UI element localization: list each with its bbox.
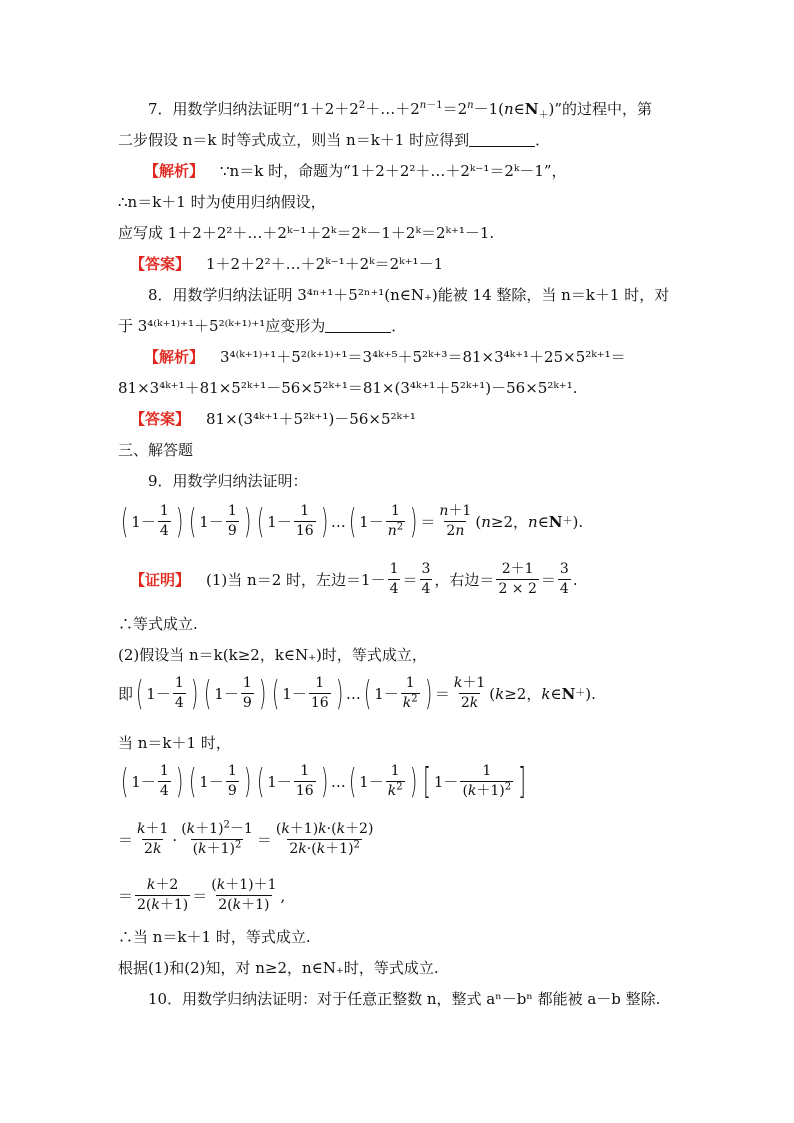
q8-analysis-line1: 【解析】 3⁴⁽ᵏ⁺¹⁾⁺¹＋5²⁽ᵏ⁺¹⁾⁺¹＝3⁴ᵏ⁺⁵＋5²ᵏ⁺³＝81×3⁴ᵏ⁺¹＋25×5²ᵏ⁺¹＝ [144,348,626,366]
q7-stem-line2: 二步假设 n＝k 时等式成立，则当 n＝k＋1 时应得到 ． [118,131,551,149]
answer-label: 【答案】 [130,410,191,428]
q7-stem-text: 二步假设 n＝k 时等式成立，则当 n＝k＋1 时应得到 [118,131,470,149]
answer-label: 【答案】 [130,255,191,273]
analysis-label: 【解析】 [144,348,205,366]
q7-analysis-line3: 应写成 1＋2＋2²＋…＋2ᵏ⁻¹＋2ᵏ＝2ᵏ－1＋2ᵏ＝2ᵏ⁺¹－1. [118,224,495,242]
q9-stem: 9．用数学归纳法证明： [148,472,308,490]
q7-analysis-line2: ∴n＝k＋1 时为使用归纳假设， [118,193,326,211]
q9-proof-step1: 【证明】 (1)当 n＝2 时，左边＝1－ $\frac{1}{4}$ ＝ $\frac{3}{4}$ ，右边＝ $\frac{2+1}{2 \times 2}$ ＝ $\frac{3}{4}$ . [130,561,578,597]
q9-product-line: ( 1－ $\frac{1}{4}$ ) ( 1－ $\frac{1}{9}$ ) ( 1－ $\frac{1}{16}$ ) … ( 1－ $\frac{1}{k^2}$ ) [ 1－ $\frac{1}{(k+1)^2}$ ] [120,760,527,802]
q9-simplify2: ＝ $\frac{k+2}{2(k+1)}$ ＝ $\frac{(k+1)+1}{2(k+1)}$ , [118,877,286,913]
q9-equation: ( 1－ $\frac{1}{4}$ ) ( 1－ $\frac{1}{9}$ ) ( 1－ $\frac{1}{16}$ ) … ( 1－ $\frac{1}{n^2}$ ) ＝ $\frac{n+1}{2n}$ ( n ≥2， n ∈ N ＋ ). [120,501,584,542]
q10-stem: 10．用数学归纳法证明：对于任意正整数 n，整式 aⁿ－bⁿ 都能被 a－b 整除. [148,990,661,1008]
q9-final: 根据(1)和(2)知，对 n≥2，n∈N₊时，等式成立. [118,959,439,977]
q7-answer-line: 【答案】 1＋2＋2²＋…＋2ᵏ⁻¹＋2ᵏ＝2ᵏ⁺¹－1 [130,255,444,273]
q9-conclude2: ∴当 n＝k＋1 时，等式成立. [118,928,311,946]
analysis-label: 【解析】 [144,162,205,180]
q9-simplify1: ＝ $\frac{k+1}{2k}$ · $\frac{(k+1)^2-1}{(k+1)^2}$ ＝ $\frac{(k+1)k\cdot(k+2)}{2k\cdot(k+1)^2}$ [118,819,374,857]
q7-analysis-line1: 【解析】 ∵n＝k 时，命题为“1＋2＋2²＋…＋2ᵏ⁻¹＝2ᵏ－1”， [144,162,567,180]
answer-blank [469,132,535,147]
q9-when: 当 n＝k＋1 时， [118,734,231,752]
q8-answer-line: 【答案】 81×(3⁴ᵏ⁺¹＋5²ᵏ⁺¹)－56×5²ᵏ⁺¹ [130,410,416,428]
section-heading: 三、解答题 [118,441,194,459]
q8-analysis-line2: 81×3⁴ᵏ⁺¹＋81×5²ᵏ⁺¹－56×5²ᵏ⁺¹＝81×(3⁴ᵏ⁺¹＋5²ᵏ⁺¹)－56×5²ᵏ⁺¹. [118,379,578,397]
proof-label: 【证明】 [130,571,191,589]
q9-step2: (2)假设当 n＝k(k≥2，k∈N₊)时，等式成立， [118,646,427,664]
q8-stem-line2: 于 3⁴⁽ᵏ⁺¹⁾⁺¹＋5²⁽ᵏ⁺¹⁾⁺¹应变形为 ． [118,317,407,335]
q9-hypothesis: 即 ( 1－ $\frac{1}{4}$ ) ( 1－ $\frac{1}{9}$ ) ( 1－ $\frac{1}{16}$ ) … ( 1－ $\frac{1}{k^2}$ ) ＝ $\frac{k+1}{2k}$ ( k ≥2， k ∈ N ＋ ). [118,673,596,714]
answer-blank [325,318,391,333]
q9-conclude1: ∴等式成立. [118,615,198,633]
q8-stem-line1: 8．用数学归纳法证明 3⁴ⁿ⁺¹＋5²ⁿ⁺¹(n∈N₊)能被 14 整除，当 n＝k＋1 时，对 [148,286,670,304]
q7-stem-line1: 7．用数学归纳法证明“$1+2+2^2+\dots+2^{n-1}=2^n-1(n\in N_+)$”的过程中，第 [148,100,653,121]
